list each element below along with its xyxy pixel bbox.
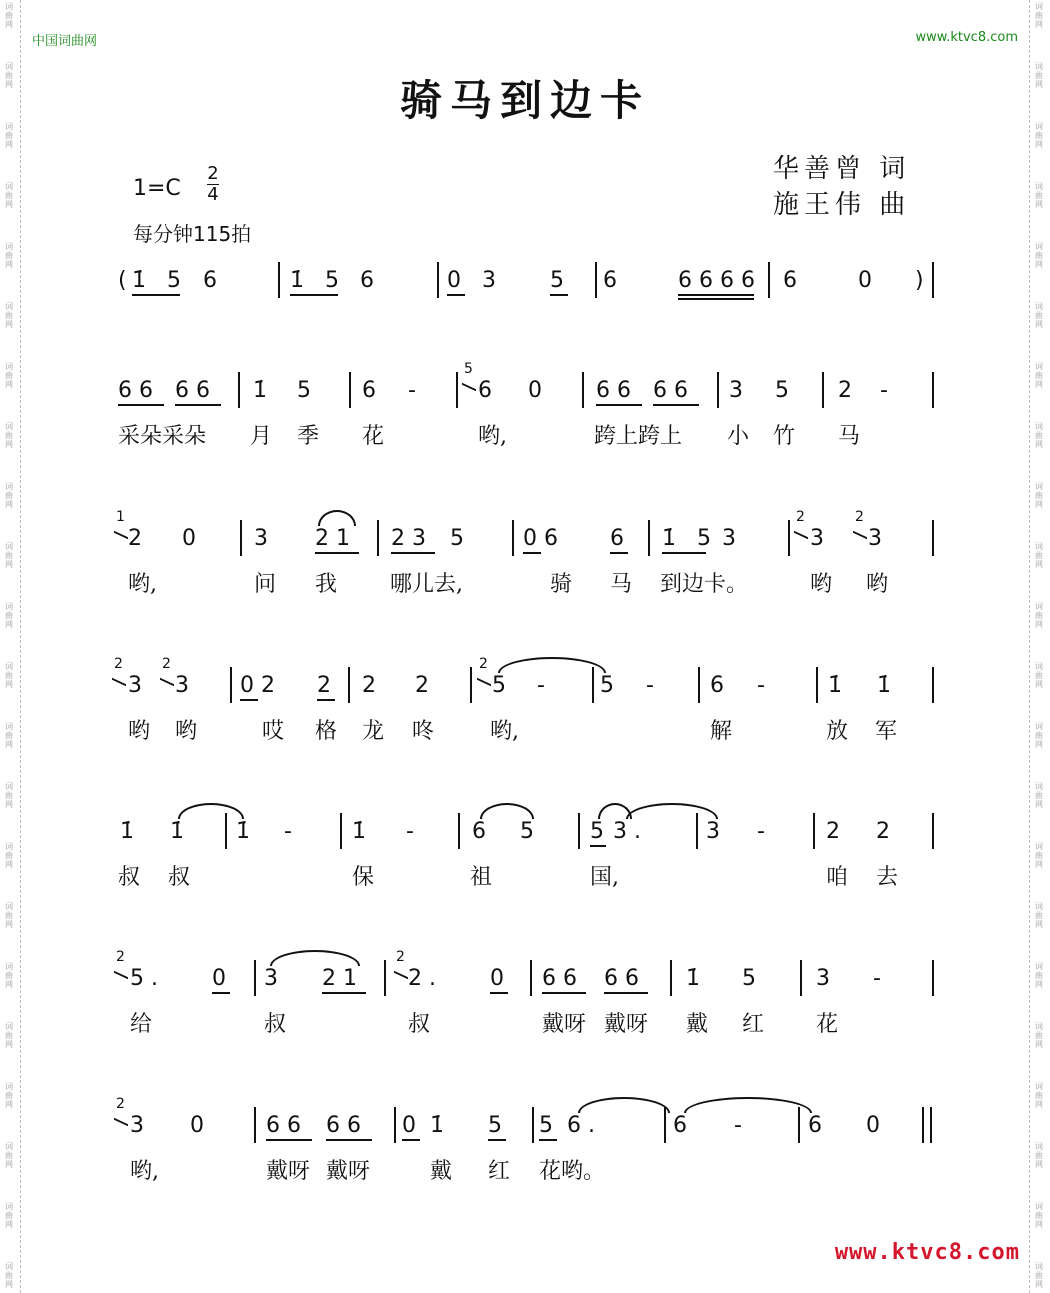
- watermark-text: 词 曲 网: [5, 902, 13, 929]
- watermark-text: 词 曲 网: [5, 2, 13, 29]
- bar-line: [394, 1107, 396, 1143]
- watermark-text: 词 曲 网: [5, 1022, 13, 1049]
- bar-line: [377, 520, 379, 556]
- beam-underline: [539, 1139, 557, 1141]
- lyric: 花: [362, 424, 385, 449]
- note: 3: [130, 1113, 144, 1138]
- lyric: 解: [710, 719, 733, 744]
- score-row: [0, 813, 1050, 933]
- time-signature: [205, 164, 221, 205]
- bar-line: [670, 960, 672, 996]
- grace-note: 2: [162, 656, 171, 672]
- note: 1̇ 5: [132, 268, 181, 293]
- note: 6: [808, 1113, 822, 1138]
- bar-line: [932, 372, 934, 408]
- note: 3: [722, 526, 736, 551]
- lyric: 小: [727, 424, 750, 449]
- note: 5 .: [130, 966, 158, 991]
- note: (: [118, 268, 127, 293]
- note: 3: [706, 819, 720, 844]
- lyric: 放: [826, 719, 849, 744]
- bar-line: [816, 667, 818, 703]
- tie-slur: [498, 657, 606, 673]
- score-row: [0, 262, 1050, 382]
- lyric: 竹: [773, 424, 796, 449]
- note: 3: [128, 673, 142, 698]
- watermark-text: 词 曲 网: [1035, 182, 1043, 209]
- watermark-text: 词 曲 网: [5, 182, 13, 209]
- beam-underline: [590, 845, 606, 847]
- note: 0: [866, 1113, 880, 1138]
- beam-underline: [447, 294, 465, 296]
- note: 0: [490, 966, 504, 991]
- watermark-text: 词 曲 网: [1035, 242, 1043, 269]
- note: 6: [362, 378, 376, 403]
- lyricist-credit: 华善曾 词: [773, 154, 911, 184]
- note: -: [284, 819, 292, 844]
- bar-line: [788, 520, 790, 556]
- beam-underline: [326, 1139, 372, 1141]
- beam-underline: [315, 552, 359, 554]
- note: 5: [600, 673, 614, 698]
- watermark-text: 词 曲 网: [5, 422, 13, 449]
- beam-underline: [391, 552, 435, 554]
- lyric: 哟: [128, 719, 151, 744]
- bar-line: [340, 813, 342, 849]
- note: 0: [528, 378, 542, 403]
- tie-slur: [178, 803, 244, 819]
- note: 2 1: [322, 966, 357, 991]
- note: -: [406, 819, 414, 844]
- watermark-text: 词 曲 网: [5, 122, 13, 149]
- beam-underline: [266, 1139, 312, 1141]
- grace-note: 1: [116, 509, 125, 525]
- note: 0: [190, 1113, 204, 1138]
- watermark-text: 词 曲 网: [1035, 542, 1043, 569]
- watermark-text: 词 曲 网: [5, 542, 13, 569]
- note: 2: [415, 673, 429, 698]
- note: 6 6: [326, 1113, 361, 1138]
- watermark-text: 词 曲 网: [5, 1142, 13, 1169]
- beam-underline: [523, 552, 541, 554]
- tie-slur: [578, 1097, 670, 1113]
- lyric: 红: [488, 1159, 511, 1184]
- watermark-text: 词 曲 网: [1035, 2, 1043, 29]
- bar-line: [595, 262, 597, 298]
- note: 5: [488, 1113, 502, 1138]
- note: 1̇: [877, 673, 891, 698]
- note: 6: [610, 526, 624, 551]
- grace-note: 2: [396, 949, 405, 965]
- watermark-text: 词 曲 网: [1035, 122, 1043, 149]
- lyric: 戴: [686, 1012, 709, 1037]
- lyric: 哟,: [128, 572, 157, 597]
- note: 3: [816, 966, 830, 991]
- note: 6 6 6 6: [678, 268, 755, 293]
- beam-underline: [550, 294, 568, 296]
- watermark-text: 词 曲 网: [1035, 902, 1043, 929]
- note: 1̇: [352, 819, 366, 844]
- watermark-text: 词 曲 网: [1035, 842, 1043, 869]
- bar-line: [349, 372, 351, 408]
- note: 5: [775, 378, 789, 403]
- bar-line: [768, 262, 770, 298]
- note: 6 6: [175, 378, 210, 403]
- note: -: [646, 673, 654, 698]
- watermark-text: 词 曲 网: [1035, 62, 1043, 89]
- lyric: 叔: [408, 1012, 431, 1037]
- beam-underline: [610, 552, 628, 554]
- lyric: 军: [875, 719, 898, 744]
- note: 0: [182, 526, 196, 551]
- note: -: [757, 673, 765, 698]
- note: 5: [520, 819, 534, 844]
- bar-line: [230, 667, 232, 703]
- bar-line: [717, 372, 719, 408]
- note: 5: [550, 268, 564, 293]
- note: 2: [838, 378, 852, 403]
- watermark-text: 词 曲 网: [1035, 602, 1043, 629]
- time-top: 2: [207, 163, 219, 184]
- key-signature: 1=C: [133, 176, 181, 201]
- note: 1̇: [430, 1113, 444, 1138]
- watermark-text: 词 曲 网: [5, 482, 13, 509]
- note: 2: [362, 673, 376, 698]
- note: 3: [264, 966, 278, 991]
- note: 2: [317, 673, 331, 698]
- bar-line: [384, 960, 386, 996]
- note: 5: [492, 673, 506, 698]
- bar-line: [932, 262, 934, 298]
- beam-underline: [542, 992, 586, 994]
- lyric: 哎: [262, 719, 285, 744]
- bar-line: [456, 372, 458, 408]
- score-row: [0, 361, 1050, 492]
- lyric: 问: [254, 572, 277, 597]
- note: 6: [472, 819, 486, 844]
- bar-line: [800, 960, 802, 996]
- watermark-text: 词 曲 网: [1035, 422, 1043, 449]
- beam-underline: [678, 298, 754, 300]
- lyric: 叔: [118, 865, 141, 890]
- watermark-text: 词 曲 网: [5, 302, 13, 329]
- note: 1̇ 5: [290, 268, 339, 293]
- note: 0: [212, 966, 226, 991]
- note: 5: [590, 819, 604, 844]
- beam-underline: [488, 1139, 506, 1141]
- bar-line: [932, 667, 934, 703]
- beam-underline: [175, 404, 221, 406]
- watermark-text: 词 曲 网: [1035, 1262, 1043, 1289]
- note: 6 6: [266, 1113, 301, 1138]
- watermark-text: 词 曲 网: [5, 1202, 13, 1229]
- note: 0: [858, 268, 872, 293]
- beam-underline: [322, 992, 366, 994]
- bar-line: [240, 520, 242, 556]
- lyric: 龙: [362, 719, 385, 744]
- beam-underline: [118, 404, 164, 406]
- lyric: 马: [838, 424, 861, 449]
- bar-line: [578, 813, 580, 849]
- note: 3: [254, 526, 268, 551]
- lyric: 戴呀: [542, 1012, 587, 1037]
- site-logo: www.ktvc8.com: [834, 1240, 1020, 1265]
- lyric: 月: [250, 424, 273, 449]
- right-margin-watermark: [1029, 0, 1050, 1293]
- lyric: 我: [315, 572, 338, 597]
- note: 5: [742, 966, 756, 991]
- watermark-text: 词 曲 网: [1035, 962, 1043, 989]
- lyric: 哟: [810, 572, 833, 597]
- grace-note: 5: [464, 361, 473, 377]
- bar-line: [530, 960, 532, 996]
- lyric: 咱: [826, 865, 849, 890]
- lyric: 采朵采朵: [118, 424, 207, 449]
- note: 3: [729, 378, 743, 403]
- score-row: [0, 949, 1050, 1080]
- bar-line: [822, 372, 824, 408]
- score-row: [0, 1096, 1050, 1227]
- bar-line: [698, 667, 700, 703]
- note: 6: [478, 378, 492, 403]
- lyric: 戴呀: [266, 1159, 311, 1184]
- lyric: 哟,: [130, 1159, 159, 1184]
- beam-underline: [132, 294, 180, 296]
- lyric: 去: [876, 865, 899, 890]
- lyric: 戴呀: [604, 1012, 649, 1037]
- note: 2: [128, 526, 142, 551]
- note: 6: [203, 268, 217, 293]
- beam-underline: [212, 992, 230, 994]
- watermark-text: 词 曲 网: [5, 1262, 13, 1289]
- watermark-text: 词 曲 网: [1035, 302, 1043, 329]
- note: 6 6: [604, 966, 639, 991]
- beam-underline: [604, 992, 648, 994]
- watermark-text: 词 曲 网: [5, 842, 13, 869]
- lyric: 戴: [430, 1159, 453, 1184]
- watermark-text: 词 曲 网: [1035, 1142, 1043, 1169]
- site-url[interactable]: www.ktvc8.com: [915, 30, 1018, 45]
- beam-underline: [662, 552, 706, 554]
- bar-line: [930, 1107, 932, 1143]
- lyric: 国,: [590, 865, 619, 890]
- grace-note: 2: [479, 656, 488, 672]
- lyric: 戴呀: [326, 1159, 371, 1184]
- note: 3: [868, 526, 882, 551]
- lyric: 跨上跨上: [594, 424, 683, 449]
- beam-underline: [653, 404, 699, 406]
- tempo-marking: 每分钟115拍: [133, 222, 252, 246]
- time-bottom: 4: [207, 184, 219, 205]
- note: 6 6: [596, 378, 631, 403]
- watermark-text: 词 曲 网: [1035, 722, 1043, 749]
- note: 3: [810, 526, 824, 551]
- beam-underline: [490, 992, 508, 994]
- note: 5: [297, 378, 311, 403]
- lyric: 格: [315, 719, 338, 744]
- lyric: 祖: [470, 865, 493, 890]
- note: 6: [360, 268, 374, 293]
- lyric: 哟: [866, 572, 889, 597]
- bar-line: [470, 667, 472, 703]
- song-title: 骑马到边卡: [399, 76, 650, 125]
- note: -: [873, 966, 881, 991]
- bar-line: [648, 520, 650, 556]
- grace-note: 2: [114, 656, 123, 672]
- tie-slur: [318, 510, 356, 526]
- bar-line: [582, 372, 584, 408]
- watermark-text: 词 曲 网: [5, 602, 13, 629]
- watermark-text: 词 曲 网: [1035, 782, 1043, 809]
- note: -: [757, 819, 765, 844]
- beam-underline: [596, 404, 642, 406]
- lyric: 叔: [168, 865, 191, 890]
- lyric: 骑: [550, 572, 573, 597]
- lyric: 到边卡。: [660, 572, 749, 597]
- note: 2: [876, 819, 890, 844]
- watermark-text: 词 曲 网: [5, 362, 13, 389]
- bar-line: [254, 1107, 256, 1143]
- watermark-text: 词 曲 网: [1035, 1022, 1043, 1049]
- bar-line: [458, 813, 460, 849]
- note: 5: [450, 526, 464, 551]
- note: -: [734, 1113, 742, 1138]
- note: 0 2: [240, 673, 275, 698]
- note: 2 .: [408, 966, 436, 991]
- grace-note: 2: [116, 1096, 125, 1112]
- bar-line: [532, 1107, 534, 1143]
- note: -: [880, 378, 888, 403]
- note: ): [915, 268, 924, 293]
- bar-line: [254, 960, 256, 996]
- tie-slur: [480, 803, 534, 819]
- note: 3: [175, 673, 189, 698]
- score-row: [0, 656, 1050, 787]
- watermark-text: 词 曲 网: [1035, 1082, 1043, 1109]
- watermark-text: 词 曲 网: [1035, 362, 1043, 389]
- lyric: 哟,: [478, 424, 507, 449]
- note: 0 3: [447, 268, 496, 293]
- beam-underline: [678, 294, 754, 296]
- composer-credit: 施王伟 曲: [773, 190, 911, 220]
- lyric: 哟: [175, 719, 198, 744]
- tie-slur: [626, 803, 718, 819]
- note: 2: [826, 819, 840, 844]
- note: 1̇: [828, 673, 842, 698]
- lyric: 马: [610, 572, 633, 597]
- grace-note: 2: [855, 509, 864, 525]
- note: 6: [710, 673, 724, 698]
- note: 6: [603, 268, 617, 293]
- watermark-text: 词 曲 网: [5, 1082, 13, 1109]
- lyric: 红: [742, 1012, 765, 1037]
- note: 1̇: [170, 819, 184, 844]
- watermark-text: 词 曲 网: [5, 962, 13, 989]
- lyric: 季: [297, 424, 320, 449]
- note: 1̇: [686, 966, 700, 991]
- watermark-text: 词 曲 网: [5, 662, 13, 689]
- watermark-text: 词 曲 网: [1035, 662, 1043, 689]
- note: 6 6: [118, 378, 153, 403]
- bar-line: [278, 262, 280, 298]
- grace-note: 2: [796, 509, 805, 525]
- note: 0 6: [523, 526, 558, 551]
- grace-note: 2: [116, 949, 125, 965]
- note: 1̇: [120, 819, 134, 844]
- lyric: 保: [352, 865, 375, 890]
- note: 0: [402, 1113, 416, 1138]
- note: -: [408, 378, 416, 403]
- beam-underline: [317, 699, 335, 701]
- note: 2 3: [391, 526, 426, 551]
- watermark-text: 词 曲 网: [1035, 1202, 1043, 1229]
- bar-line: [922, 1107, 924, 1143]
- note: 1̇ 5: [662, 526, 711, 551]
- note: 5: [539, 1113, 553, 1138]
- bar-line: [512, 520, 514, 556]
- lyric: 哟,: [490, 719, 519, 744]
- beam-underline: [290, 294, 338, 296]
- bar-line: [348, 667, 350, 703]
- watermark-text: 词 曲 网: [5, 242, 13, 269]
- watermark-text: 词 曲 网: [1035, 482, 1043, 509]
- lyric: 花哟。: [539, 1159, 606, 1184]
- note: -: [537, 673, 545, 698]
- tie-slur: [270, 950, 360, 966]
- bar-line: [238, 372, 240, 408]
- bar-line: [932, 520, 934, 556]
- beam-underline: [402, 1139, 420, 1141]
- note: 6: [783, 268, 797, 293]
- left-margin-watermark: [0, 0, 21, 1293]
- bar-line: [932, 813, 934, 849]
- note: 6: [673, 1113, 687, 1138]
- bar-line: [813, 813, 815, 849]
- lyric: 花: [816, 1012, 839, 1037]
- note: 3 .: [613, 819, 641, 844]
- beam-underline: [240, 699, 258, 701]
- bar-line: [437, 262, 439, 298]
- site-name[interactable]: 中国词曲网: [32, 34, 98, 49]
- watermark-text: 词 曲 网: [5, 782, 13, 809]
- watermark-text: 词 曲 网: [5, 722, 13, 749]
- lyric: 哪儿去,: [390, 572, 463, 597]
- score-row: [0, 509, 1050, 640]
- tie-slur: [684, 1097, 812, 1113]
- note: 6 6: [542, 966, 577, 991]
- note: 1̇: [236, 819, 250, 844]
- note: 1̇: [253, 378, 267, 403]
- lyric: 咚: [412, 719, 435, 744]
- note: 6 6: [653, 378, 688, 403]
- note: 2 1: [315, 526, 350, 551]
- lyric: 叔: [264, 1012, 287, 1037]
- watermark-text: 词 曲 网: [5, 62, 13, 89]
- bar-line: [932, 960, 934, 996]
- note: 6 .: [567, 1113, 595, 1138]
- lyric: 给: [130, 1012, 153, 1037]
